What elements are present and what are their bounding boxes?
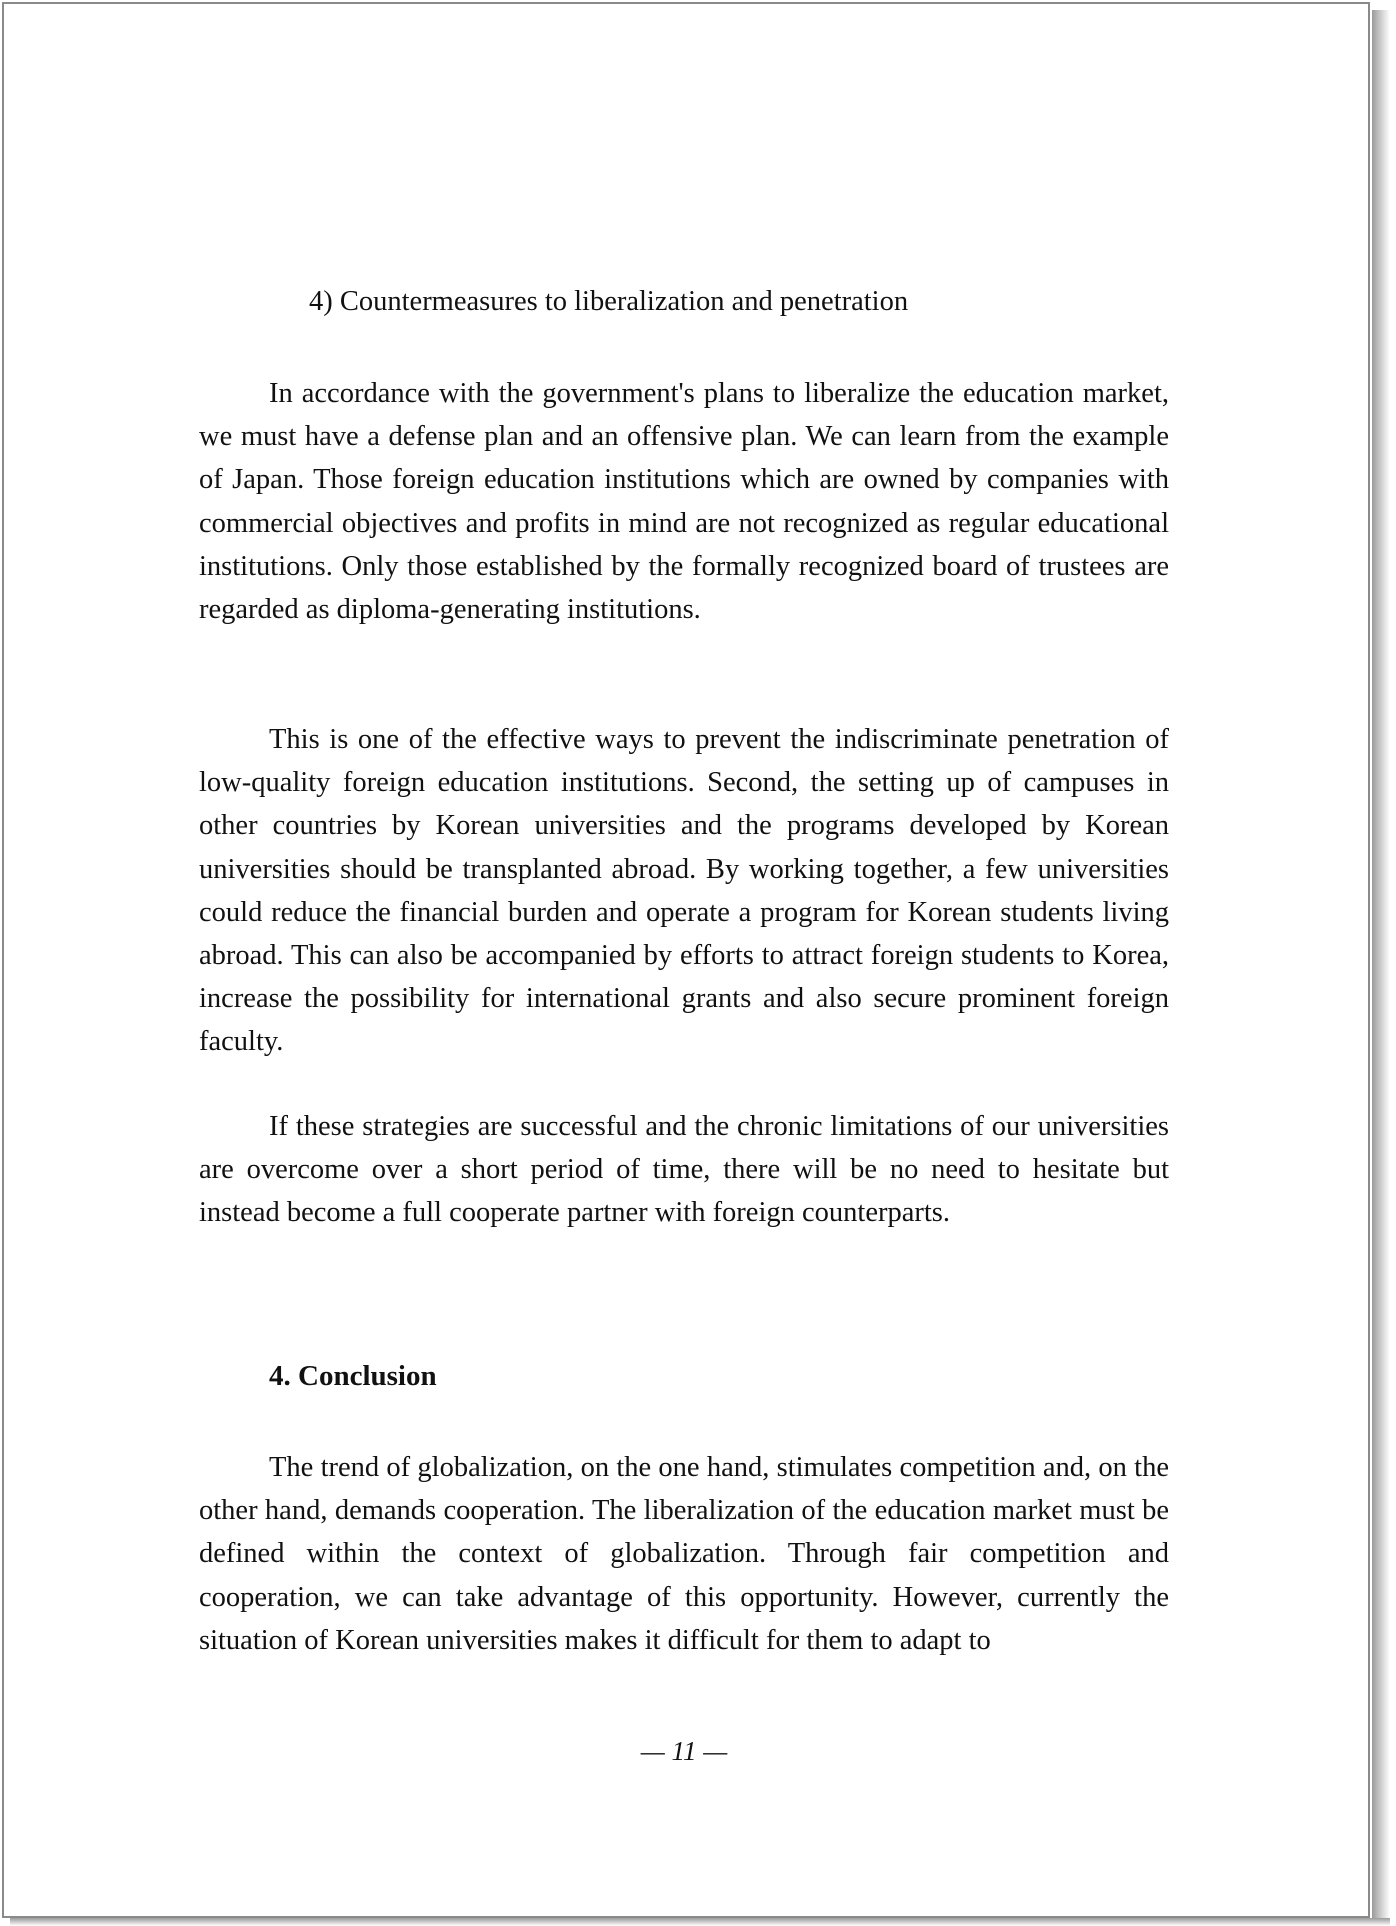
body-paragraph: In accordance with the government's plans to liberalize the education market, we must have a defense plan and an offensive plan. We can learn from the example of Japan. Those foreign education institutions which are owned by companies with commercial objectives and profits in mind are not recognized as regular educational institutions. Only those established by the formally recognized board of trustees are regarded as diploma-generating institutions. — [199, 378, 1169, 626]
conclusion-paragraph: The trend of globalization, on the one hand, stimulates competition and, on the other hand, demands cooperation. The liberalization of the education market must be defined within the context of globalization. Through fair competition and cooperation, we can take advantage of this opportunity. However, currently the situation of Korean universities makes it difficult for them to adapt to — [199, 1452, 1169, 1656]
subsection-heading: 4) Countermeasures to liberalization and penetration — [309, 286, 909, 317]
page-number: — 11 — — [640, 1736, 728, 1766]
section-heading: 4. Conclusion — [269, 1360, 437, 1392]
page-shadow-bottom — [10, 1918, 1390, 1926]
body-paragraph: This is one of the effective ways to prevent the indiscriminate penetration of low-quality foreign education institutions. Second, the setting up of campuses in other countries by Korean universities and the programs developed by Korean universities should be transplanted abroad. By working together, a few universities could reduce the financial burden and operate a program for Korean students living abroad. This can also be accompanied by efforts to attract foreign students to Korea, increase the possibility for international grants and also secure prominent foreign faculty. — [199, 724, 1169, 1058]
page-shadow-right — [1372, 10, 1390, 1922]
body-paragraph: If these strategies are successful and the chronic limitations of our universities are overcome over a short period of time, there will be no need to hesitate but instead become a full cooperate partner with foreign counterparts. — [199, 1111, 1169, 1229]
